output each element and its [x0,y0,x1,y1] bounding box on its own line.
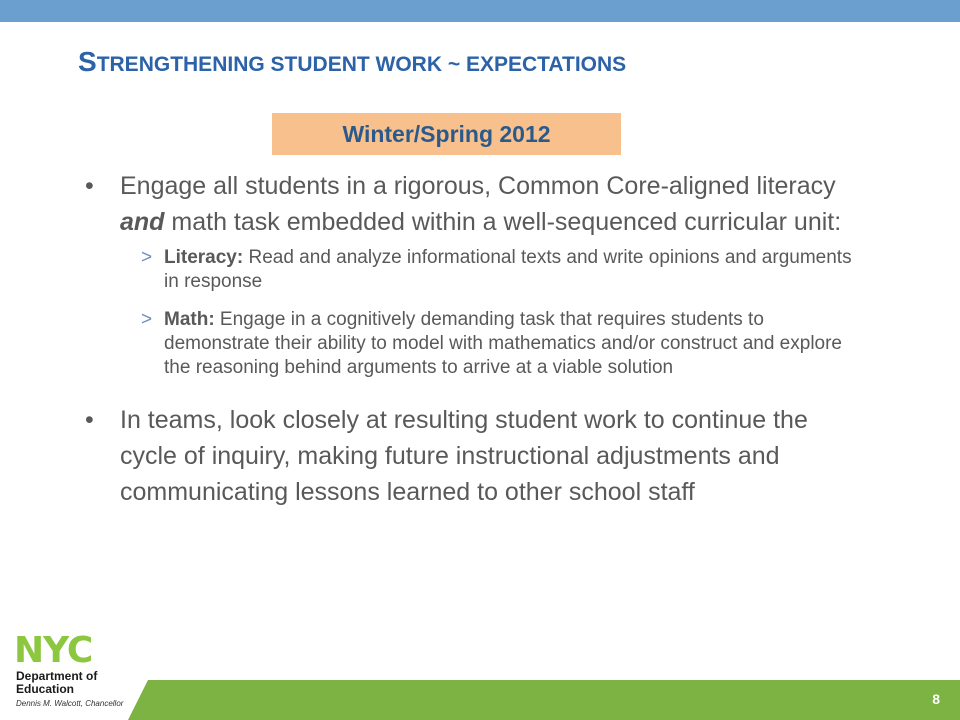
bullet-1-text-pre: Engage all students in a rigorous, Common Core-aligned literacy [120,172,836,200]
bullet-teams [82,402,862,510]
chancellor-name: Dennis M. Walcott, Chancellor [16,699,124,708]
department-name [16,670,97,696]
bullet-dot-icon: • [85,406,94,434]
sub-bullet-literacy [120,246,862,294]
nyc-logo-icon [14,630,92,671]
page-number: 8 [932,691,940,707]
bullet-1-emphasis: and [120,208,165,236]
sub-bullet-list [82,246,862,380]
chevron-right-icon: > [141,309,153,330]
top-accent-bar [0,0,960,22]
sub-bullet-math [120,308,862,380]
bullet-engage [82,168,862,380]
nyc-doe-logo [14,630,132,720]
sub-bullet-literacy-text: Read and analyze informational texts and write opinions and arguments in response [164,247,852,292]
chevron-right-icon: > [141,247,153,268]
term-badge: Winter/Spring 2012 [272,113,621,155]
bullet-dot-icon: • [85,172,94,200]
sub-bullet-math-text: Engage in a cognitively demanding task that requires students to demonstrate their ability to model with mathematics and/or construct and explore the reasoning behind arguments to arrive at a viable solution [164,309,842,378]
nyc-logo-text: NYC [14,630,93,671]
title-rest: TRENGTHENING STUDENT WORK ~ EXPECTATIONS [96,53,627,76]
sub-bullet-math-label: Math: [164,309,215,330]
bullet-1-text-post: math task embedded within a well-sequenced curricular unit: [164,208,842,236]
department-line-1: Department of [16,669,98,683]
footer-bar [128,680,960,720]
title-first-letter: S [78,46,97,77]
slide-body [82,168,862,510]
bullet-2-text: In teams, look closely at resulting student work to continue the cycle of inquiry, making future instructional adjustments and communicating lessons learned to other school staff [120,406,808,506]
slide-title [78,46,938,78]
department-line-2: Education [16,682,75,696]
sub-bullet-literacy-label: Literacy: [164,247,244,268]
